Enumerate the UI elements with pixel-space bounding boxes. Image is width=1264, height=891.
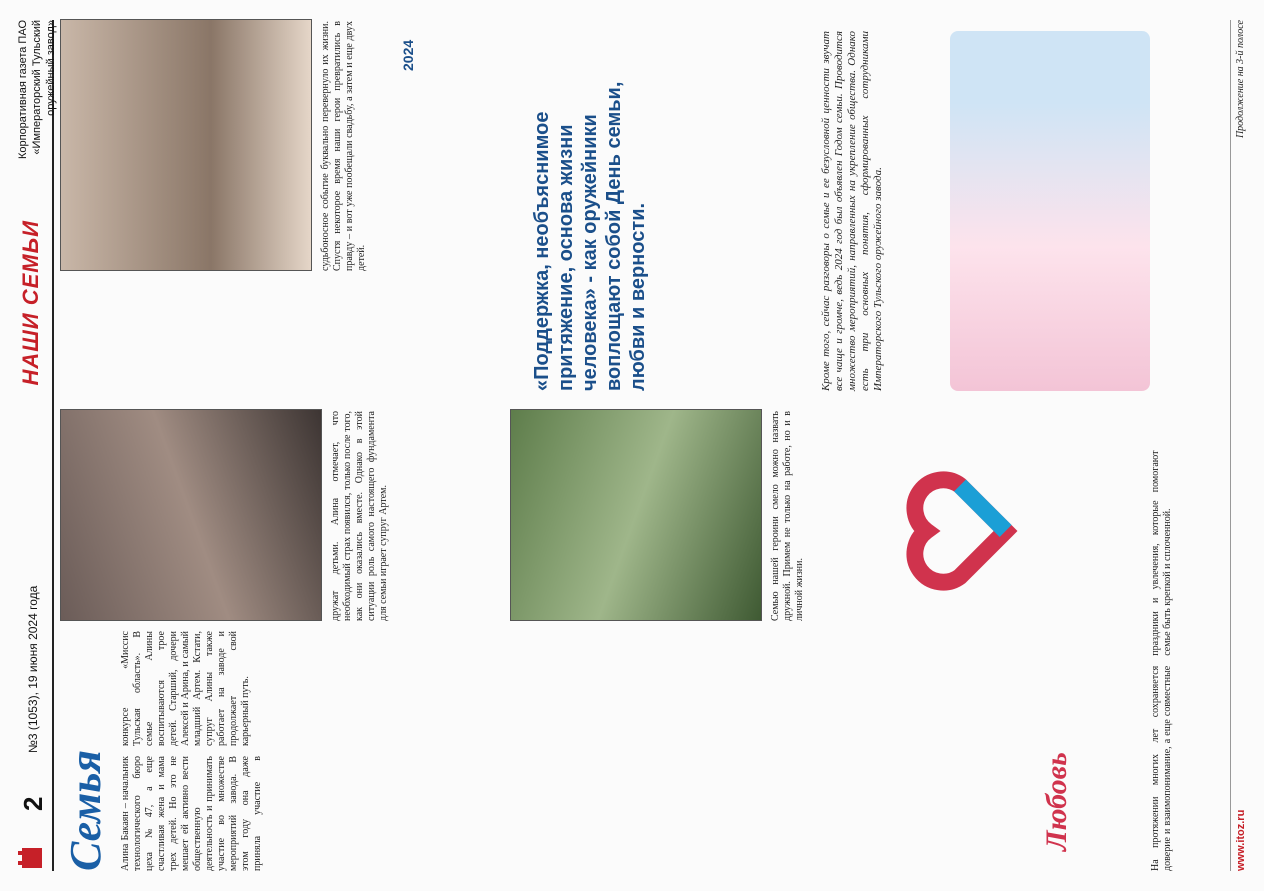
article-column-left: Алина Бакаян – начальник технологического бюро цеха №47, а еще счастливая жена и мама трех детей. Но это не мешает ей активно вести общественную деятельность и принимать участие во множестве мероприятий завода. В этом году она даже приняла участие в конкурсе «Миссис Тульская область». В семье Алины воспитываются трое детей. Старший, дочери Алексей и Арина, и самый младший Артем. Кстати, супруг Алины также работает на заводе и продолжает свой карьерный путь.	[120, 631, 263, 871]
article-column-bottom: На протяжении многих лет сохраняется доверие и взаимопонимание, а еще совместные праздники и увлечения, которые помогают семье быть крепкой и сплоченной.	[1150, 450, 1173, 871]
illustration-family	[950, 31, 1150, 391]
article-lead: Кроме того, сейчас разговоры о семье и ее безусловной ценности звучат все чаще и громче, ведь 2024 год был объявлен Годом семьи. Проводится множество мероприятий, направленных на укрепление общества. Однако есть три основных понятия, сформированных сотрудниками Императорского Тульского оружейного завода.	[820, 31, 884, 391]
year-badge: 2024	[400, 39, 416, 71]
photo-family-outdoor	[510, 409, 762, 621]
heart-icon	[900, 471, 1020, 591]
article-column-3: Семью нашей героини смело можно назвать дружной. Примем не только на работе, но и в личной жизни.	[770, 411, 805, 621]
masthead	[60, 691, 120, 871]
footer-url[interactable]: www.itoz.ru	[1235, 809, 1247, 871]
page-number: 2	[18, 796, 48, 811]
corporate-name: Корпоративная газета ПАО «Императорский Тульский оружейный завод»	[17, 20, 57, 160]
page-header	[12, 20, 57, 871]
article-column-2: судьбоносное событие буквально перевернуло их жизни. Спустя некоторое время наши герои превратились в правду – и вот уже пообещали свадьбу, а затем и еще двух детей.	[320, 21, 367, 271]
love-title: Любовь	[1040, 752, 1073, 851]
page-footer	[1230, 20, 1251, 871]
article-headline: «Поддержка, необъяснимое притяжение, основа жизни человека» - как оружейники воплощают собой День семьи, любви и верности.	[531, 81, 649, 391]
factory-logo-icon	[16, 845, 46, 871]
masthead-title: Семья	[61, 750, 110, 871]
issue-info: №3 (1053), 19 июня 2024 года	[26, 585, 40, 753]
rubric-title: НАШИ СЕМЬИ	[18, 220, 43, 386]
photo-family-group	[60, 19, 312, 271]
photo-family-portrait	[60, 409, 322, 621]
article-column-1: дружат детьми. Алина отмечает, что необходимый страх появился, только после того, как они оказались вместе. Однако в этой ситуации роль самого настоящего фундамента для семьи играет супруг Артем.	[330, 411, 389, 621]
continued-note: Продолжение на 3-й полосе	[1235, 20, 1246, 139]
